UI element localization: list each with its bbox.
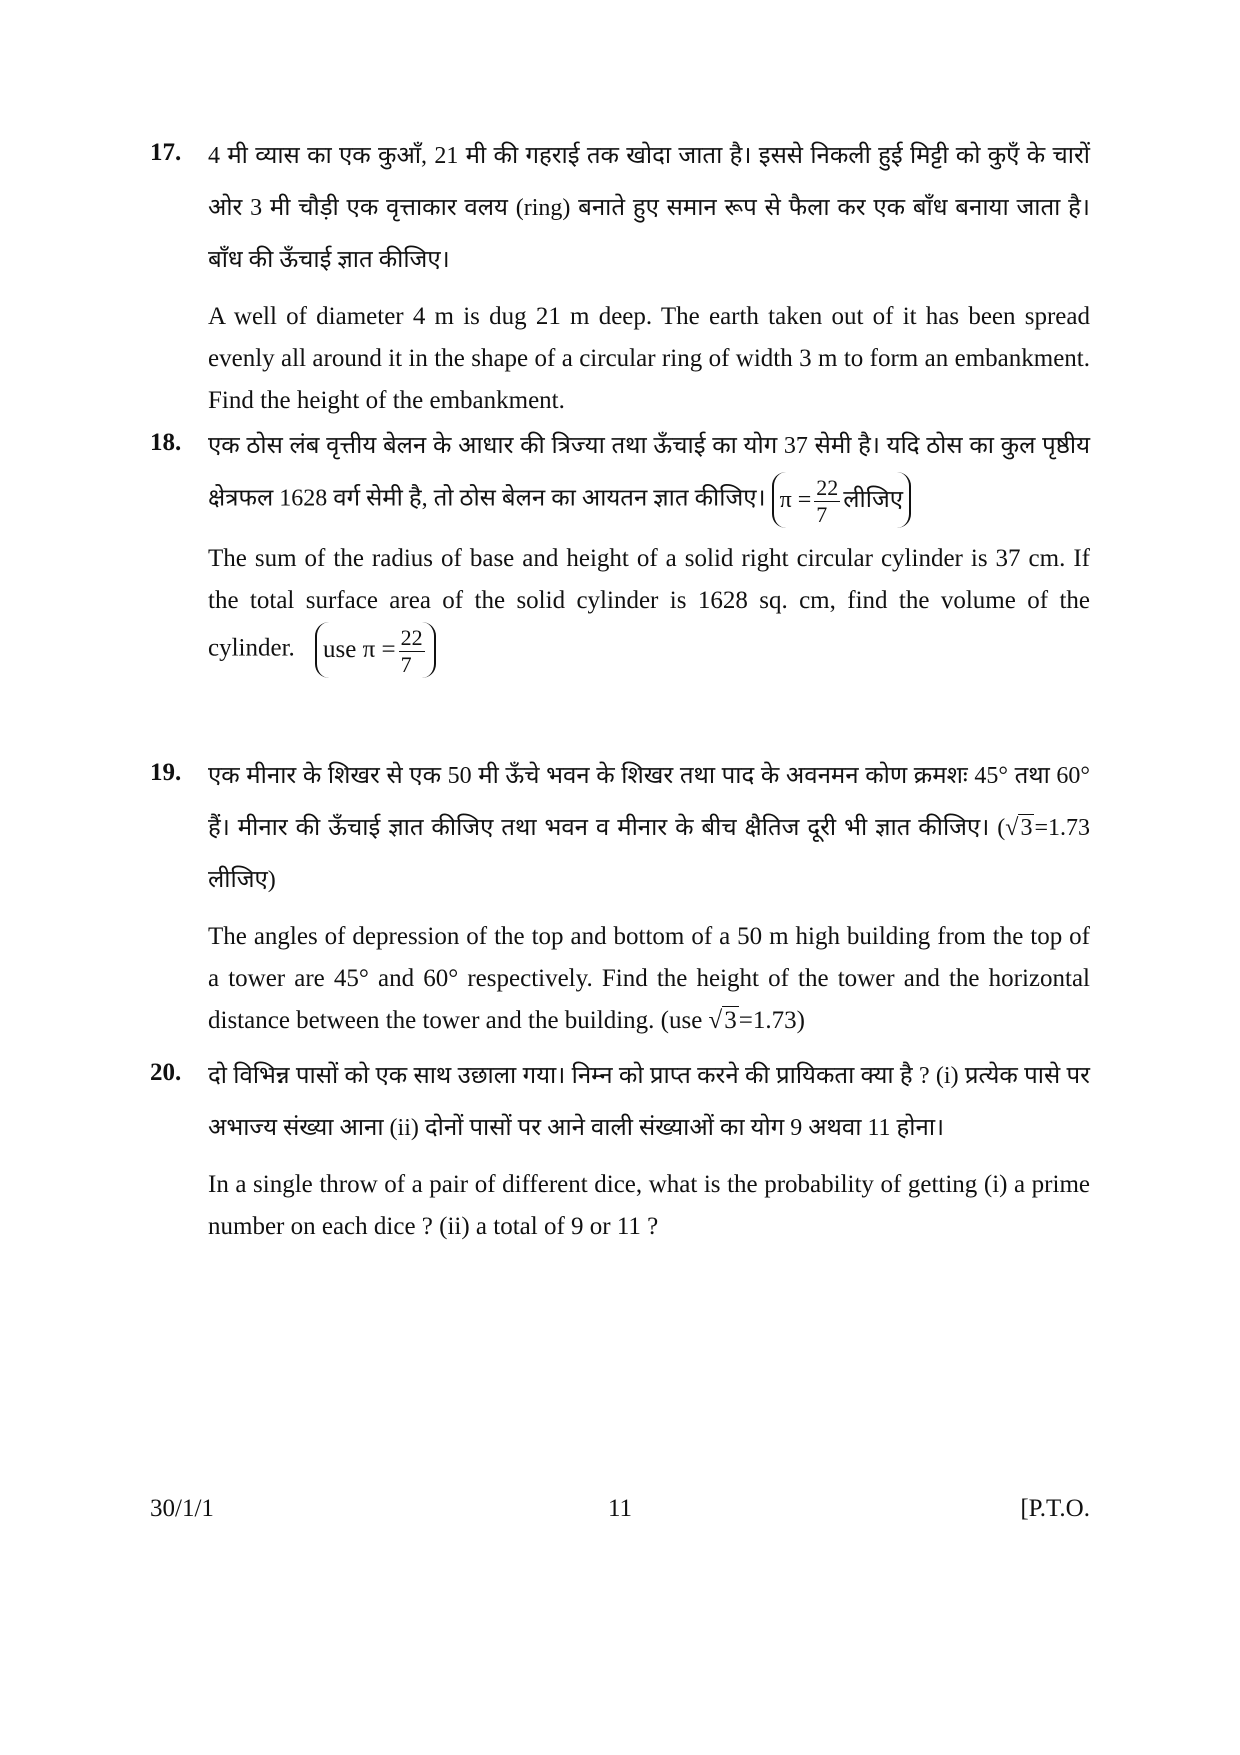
question-number: 17. xyxy=(150,139,182,166)
fraction-denominator: 7 xyxy=(400,651,412,677)
english-text: The angles of depression of the top and bottom of a 50 m high building from the top of a tower are 45° and 60° respectively. Find the height of the tower and the horizontal distance between the tower and the building. xyxy=(208,923,1090,1034)
question-text-english: In a single throw of a pair of different dice, what is the probability of getting (i) a prime number on each dice ? (ii) a total of 9 or 11 ? xyxy=(208,1171,1090,1240)
question-17 xyxy=(150,130,1090,422)
question-text-hindi xyxy=(208,420,1090,528)
hindi-text: एक मीनार के शिखर से एक 50 मी ऊँचे भवन के शिखर तथा पाद के अवनमन कोण क्रमशः 45° तथा 60° हैं। मीनार की ऊँचाई ज्ञात कीजिए तथा भवन व मीनार के बीच क्षैतिज दूरी भी ज्ञात कीजिए। xyxy=(208,763,1090,841)
fraction xyxy=(399,625,425,678)
paper-code: 30/1/1 xyxy=(150,1495,214,1522)
sqrt-radicand: 3 xyxy=(724,1007,737,1034)
note-open: ( xyxy=(997,815,1006,841)
fraction-denominator: 7 xyxy=(816,501,828,527)
note-value: =1.73) xyxy=(738,1007,805,1034)
fraction xyxy=(814,475,840,528)
pi-suffix: लीजिए xyxy=(843,487,904,513)
note-open: (use xyxy=(660,1007,703,1034)
question-text-hindi xyxy=(208,750,1090,906)
hindi-text: एक ठोस लंब वृत्तीय बेलन के आधार की त्रिज्या तथा ऊँचाई का योग 37 सेमी है। यदि ठोस का कुल पृष्ठीय क्षेत्रफल 1628 वर्ग सेमी है, तो ठोस बेलन का आयतन ज्ञात कीजिए। xyxy=(208,433,1090,512)
question-number: 19. xyxy=(150,759,182,786)
sqrt-note-english: (use √3=1.73) xyxy=(660,1007,805,1034)
question-19 xyxy=(150,750,1090,1042)
question-number: 20. xyxy=(150,1059,182,1086)
pi-note-english xyxy=(315,622,436,678)
page-number: 11 xyxy=(607,1495,633,1522)
question-text-hindi: दो विभिन्न पासों को एक साथ उछाला गया। निम्न को प्राप्त करने की प्रायिकता क्या है ? (i) प्रत्येक पासे पर अभाज्य संख्या आना (ii) दोनों पासों पर आने वाली संख्याओं का योग 9 अथवा 11 होना। xyxy=(208,1063,1090,1141)
question-number: 18. xyxy=(150,429,182,456)
pto-label: [P.T.O. xyxy=(1020,1495,1090,1522)
fraction-numerator: 22 xyxy=(400,624,423,650)
pi-label: use π = xyxy=(323,636,396,663)
question-text-english xyxy=(208,916,1090,1042)
question-text-english: A well of diameter 4 m is dug 21 m deep. The earth taken out of it has been spread evenly all around it in the shape of a circular ring of width 3 m to form an embankment. Find the height of the embankment. xyxy=(208,303,1090,414)
pi-note-hindi xyxy=(772,472,911,528)
sqrt-note-hindi: (√3=1.73 लीजिए) xyxy=(208,815,1090,893)
question-text-english xyxy=(208,538,1090,678)
pi-label: π = xyxy=(779,487,812,513)
english-text: The sum of the radius of base and height of a solid right circular cylinder is 37 cm. If the total surface area of the solid cylinder is 1628 sq. cm, find the volume of the cylinder. xyxy=(208,545,1090,662)
sqrt-radicand: 3 xyxy=(1020,815,1033,841)
note-value: =1.73 लीजिए) xyxy=(208,815,1090,893)
fraction-numerator: 22 xyxy=(816,474,839,500)
question-text-hindi: 4 मी व्यास का एक कुआँ, 21 मी की गहराई तक खोदा जाता है। इससे निकली हुई मिट्टी को कुएँ के चारों ओर 3 मी चौड़ी एक वृत्ताकार वलय (ring) बनाते हुए समान रूप से फैला कर एक बाँध बनाया जाता है। बाँध की ऊँचाई ज्ञात कीजिए। xyxy=(208,143,1090,273)
question-20 xyxy=(150,1050,1090,1248)
question-18 xyxy=(150,420,1090,678)
